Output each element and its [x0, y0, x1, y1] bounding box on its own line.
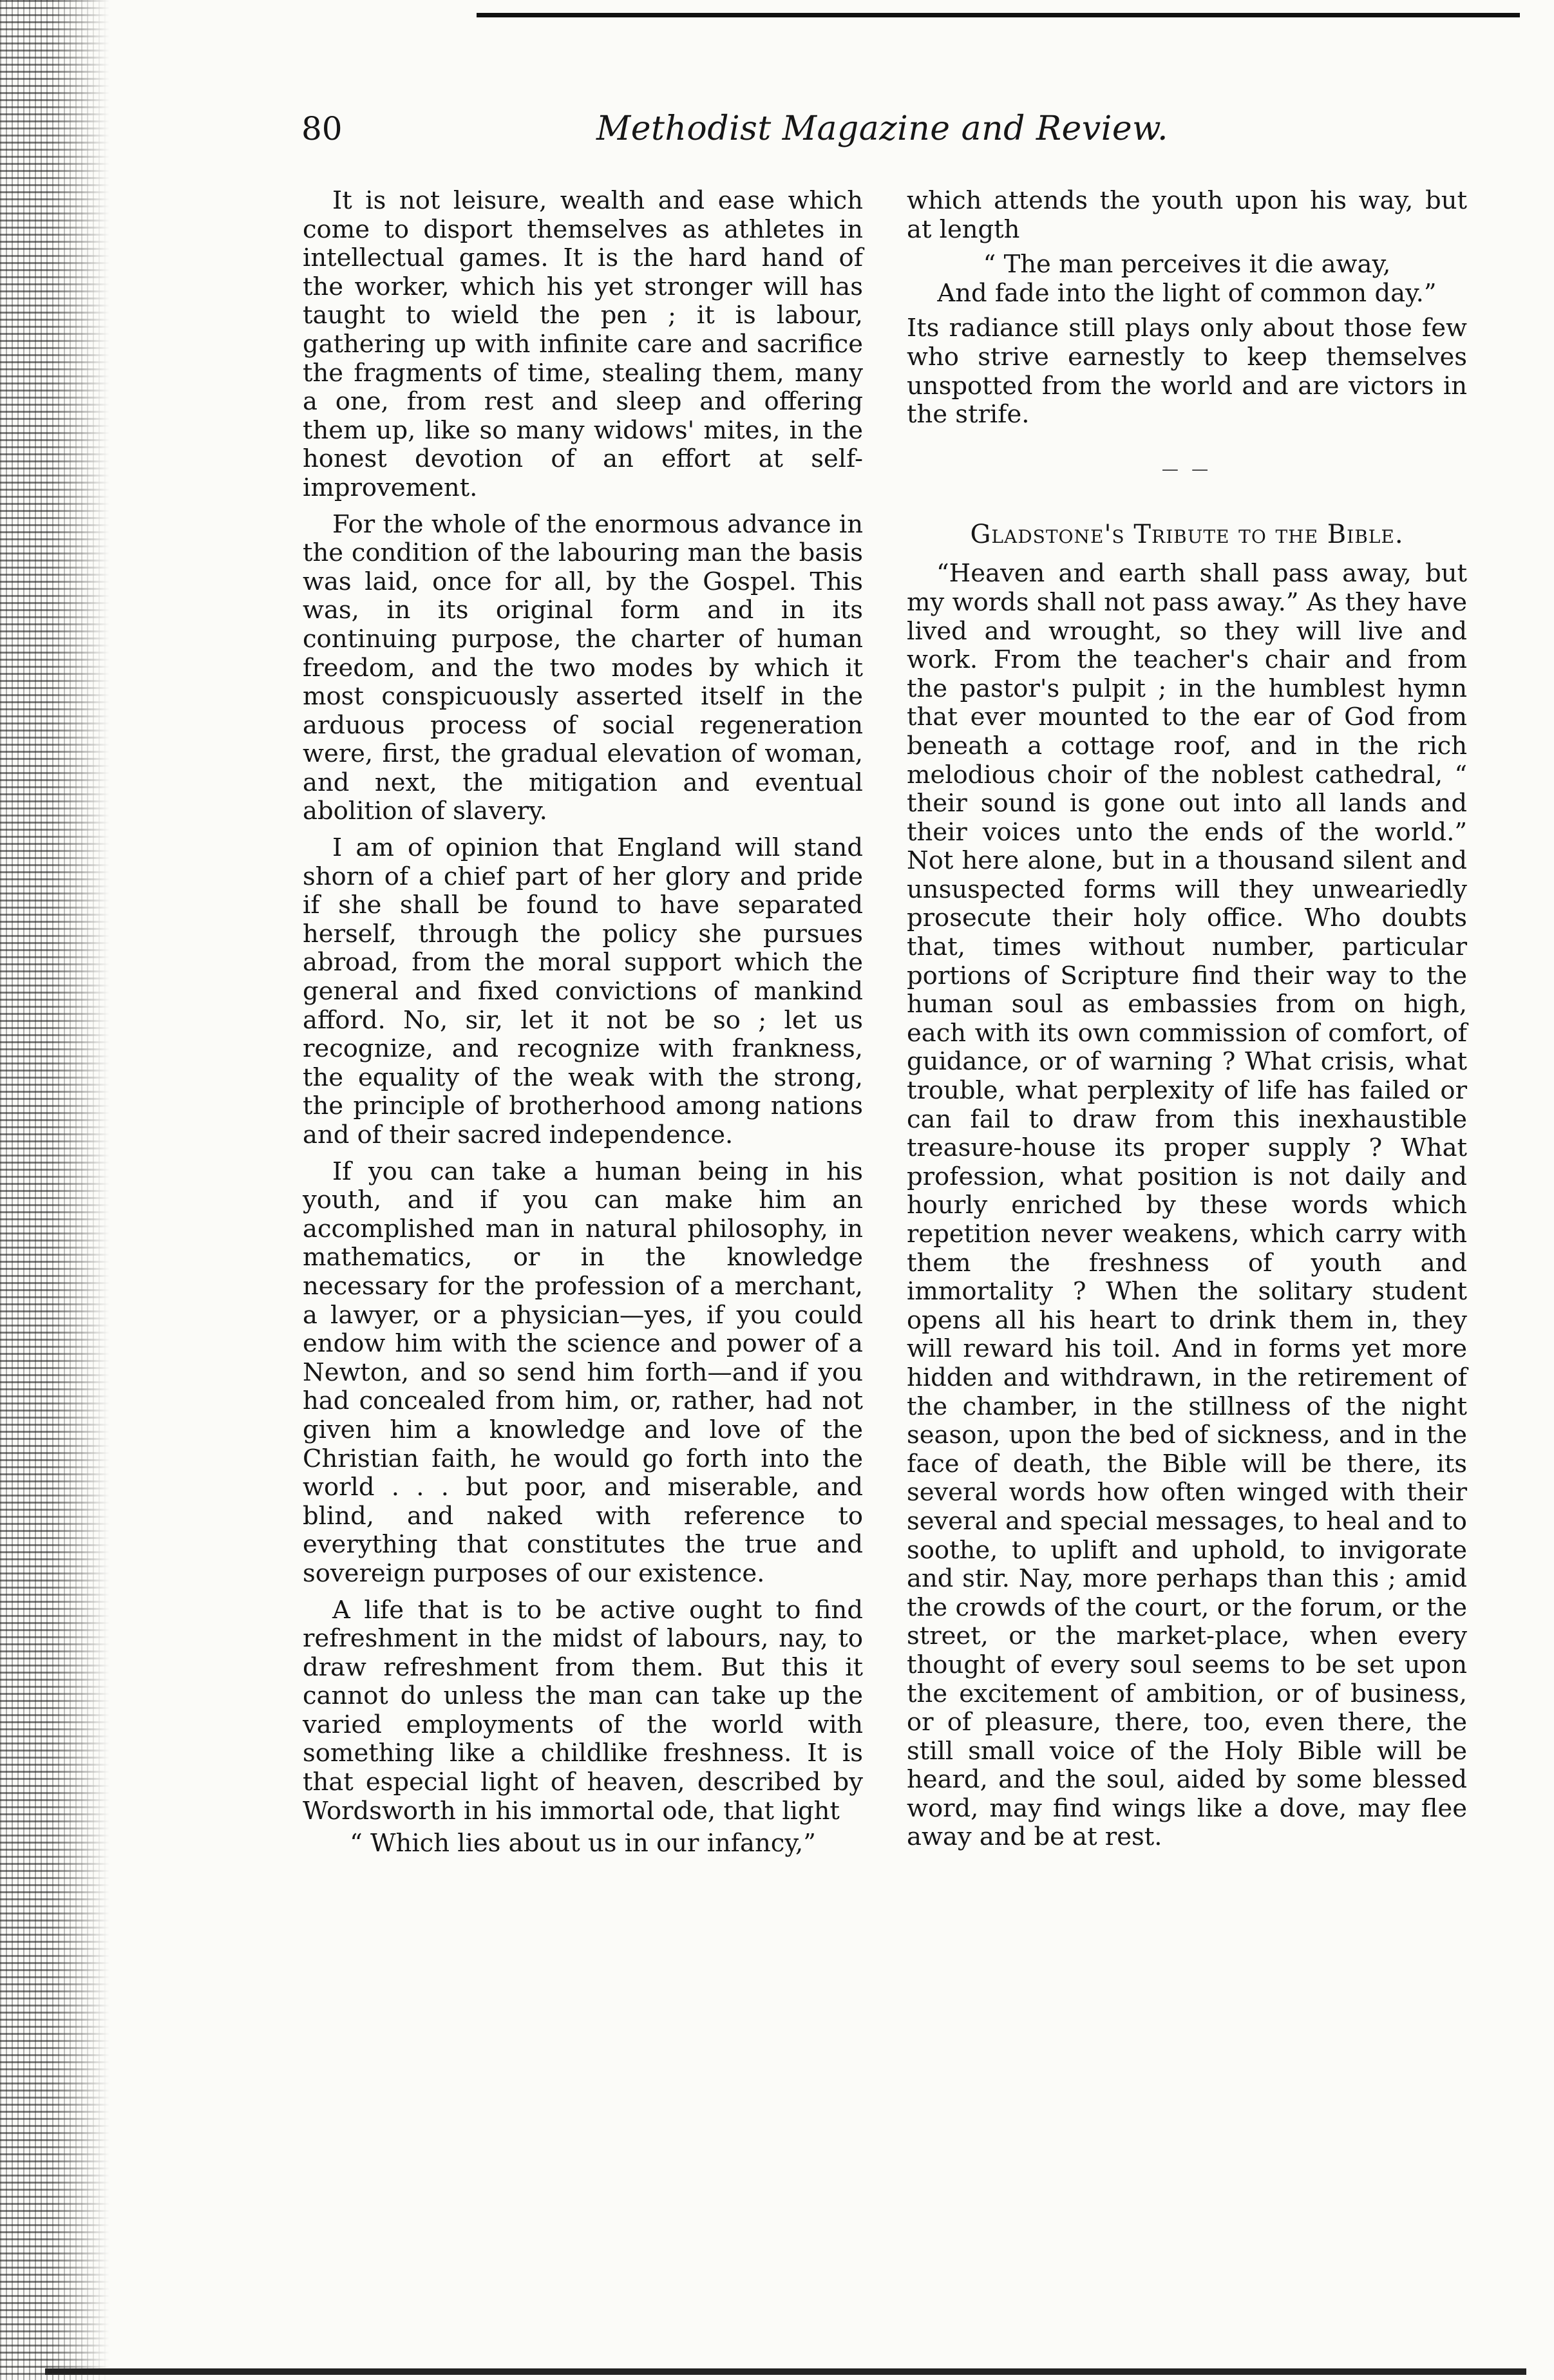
- section-divider: — —: [1161, 459, 1213, 479]
- scanned-binding-edge: [0, 0, 109, 2380]
- paragraph: A life that is to be active ought to find refreshment in the midst of labours, nay, to draw refreshment from them. But this it cannot do unless the man can take up the varied employments of the world with something like a childlike freshness. It is that especial light of heaven, described by Wordsworth in his immortal ode, that light: [303, 1595, 863, 1826]
- paragraph: I am of opinion that England will stand shorn of a chief part of her glory and pride if she shall be found to have separated herself, through the policy she pursues abroad, from the moral support which the general and fixed convictions of mankind afford. No, sir, let it not be so ; let us recognize, and recognize with frankness, the equality of the weak with the strong, the principle of brotherhood among nations and of their sacred independence.: [303, 833, 863, 1149]
- section-heading: Gladstone's Tribute to the Bible.: [970, 520, 1404, 550]
- paragraph: It is not leisure, wealth and ease which come to disport themselves as athletes in intellectual games. It is the hard hand of the worker, which his yet stronger will has taught to wield the pen ; it is labour, gathering up with infinite care and sacrifice the fragments of time, stealing them, many a one, from rest and sleep and offering them up, like so many widows' mites, in the honest devotion of an effort at self-improvement.: [303, 186, 863, 502]
- top-rule: [477, 13, 1520, 17]
- verse-quote: [907, 250, 1467, 308]
- page-number: 80: [301, 110, 343, 147]
- paragraph: Its radiance still plays only about those few who strive earnestly to keep themselves unspotted from the world and are victors in the strife.: [907, 314, 1467, 430]
- paragraph: If you can take a human being in his youth, and if you can make him an accomplished man in natural philosophy, in mathematics, or in the knowledge necessary for the profession of a merchant, a lawyer, or a physician—yes, if you could endow him with the science and power of a Newton, and so send him forth—and if you had concealed from him, or, rather, had not given him a knowledge and love of the Christian faith, he would go forth into the world . . . but poor, and miserable, and blind, and naked with reference to everything that constitutes the true and sovereign purposes of our existence.: [303, 1157, 863, 1588]
- verse-line: “ The man perceives it die away,: [983, 250, 1391, 279]
- left-column: [303, 187, 863, 1858]
- verse-line: And fade into the light of common day.”: [937, 278, 1437, 308]
- paragraph: For the whole of the enormous advance in the condition of the labouring man the basis was laid, once for all, by the Gospel. This was, in its original form and in its continuing purpose, the charter of human freedom, and the two modes by which it most conspicuously asserted itself in the arduous process of social regeneration were, first, the gradual elevation of woman, and next, the mitigation and eventual abolition of slavery.: [303, 509, 863, 826]
- running-title: Methodist Magazine and Review.: [596, 109, 1168, 148]
- quoted-verse-line: “ Which lies about us in our infancy,”: [350, 1829, 816, 1858]
- bottom-rule: [45, 2368, 1526, 2375]
- paragraph: “Heaven and earth shall pass away, but my words shall not pass away.” As they have lived and wrought, so they will live and work. From the teacher's chair and from the pastor's pulpit ; in the humblest hymn that ever mounted to the ear of God from beneath a cottage roof, and in the rich melodious choir of the noblest cathedral, “ their sound is gone out into all lands and their voices unto the ends of the world.” Not here alone, but in a thousand silent and unsuspected forms will they unweariedly prosecute their holy office. Who doubts that, times without number, particular portions of Scripture find their way to the human soul as embassies from on high, each with its own commission of comfort, of guidance, or of warning ? What crisis, what trouble, what perplexity of life has failed or can fail to draw from this inexhaustible treasure-house its proper supply ? What profession, what position is not daily and hourly enriched by these words which repetition never weakens, which carry with them the freshness of youth and immortality ? When the solitary student opens all his heart to drink them in, they will reward his toil. And in forms yet more hidden and withdrawn, in the retirement of the chamber, in the stillness of the night season, upon the bed of sickness, and in the face of death, the Bible will be there, its several words how often winged with their several and special messages, to heal and to soothe, to uplift and uphold, to invigorate and stir. Nay, more perhaps than this ; amid the crowds of the court, or the forum, or the street, or the market-place, when every thought of every soul seems to be set upon the excitement of ambition, or of business, or of pleasure, there, too, even there, the still small voice of the Holy Bible will be heard, and the soul, aided by some blessed word, may find wings like a dove, may flee away and be at rest.: [907, 559, 1467, 1852]
- right-column: [907, 187, 1467, 1852]
- paragraph-continuation: which attends the youth upon his way, but at length: [907, 186, 1467, 244]
